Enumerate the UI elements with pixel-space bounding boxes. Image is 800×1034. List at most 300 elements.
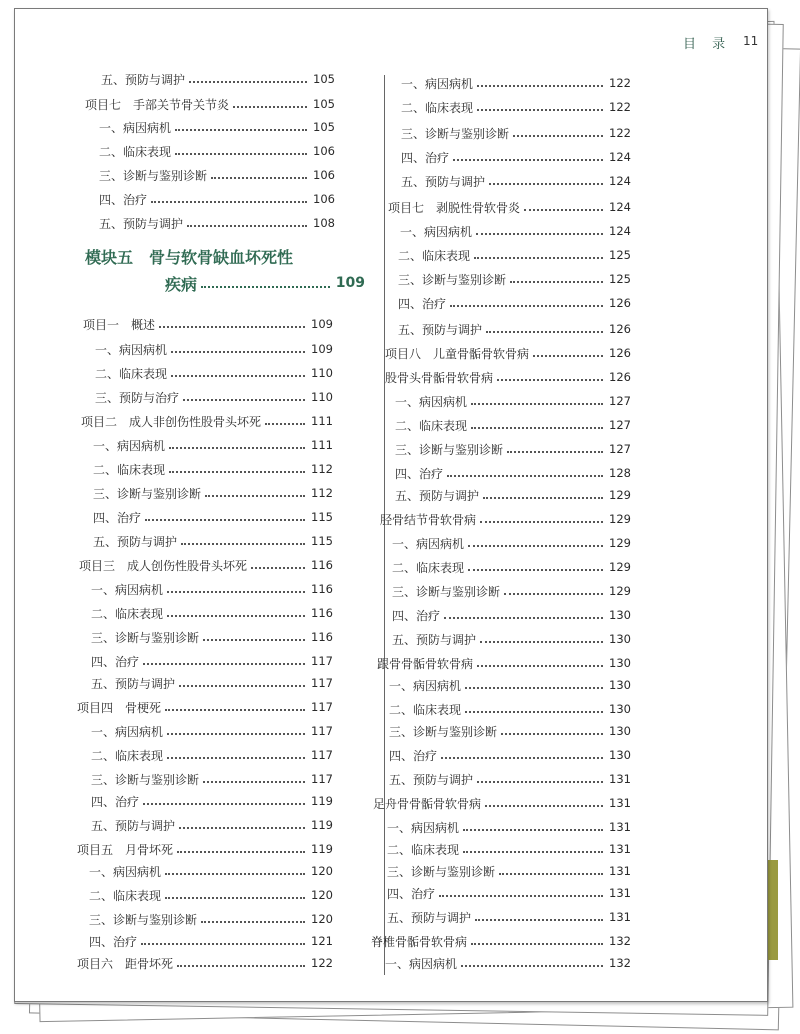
dot-leader bbox=[187, 225, 307, 227]
toc-entry-label: 四、治疗 bbox=[395, 466, 444, 481]
toc-entry-label: 三、诊断与鉴别诊断 bbox=[387, 864, 496, 879]
toc-entry-label: 三、诊断与鉴别诊断 bbox=[401, 126, 510, 141]
toc-entry bbox=[91, 745, 333, 765]
toc-entry-label: 一、病因病机 bbox=[385, 956, 458, 971]
dot-leader bbox=[171, 351, 305, 353]
toc-entry-page: 119 bbox=[311, 794, 333, 808]
toc-entry-page: 116 bbox=[311, 606, 333, 620]
toc-entry-label: 三、预防与治疗 bbox=[95, 390, 180, 405]
toc-entry-page: 112 bbox=[311, 462, 333, 476]
toc-entry-page: 131 bbox=[609, 796, 631, 810]
book-cover-edge bbox=[768, 860, 778, 960]
toc-entry-label: 一、病因病机 bbox=[395, 394, 468, 409]
toc-entry-page: 105 bbox=[313, 97, 335, 111]
toc-entry bbox=[401, 147, 631, 167]
dot-leader bbox=[143, 663, 305, 665]
toc-entry-label: 胫骨结节骨软骨病 bbox=[380, 512, 477, 527]
toc-entry-page: 120 bbox=[311, 864, 333, 878]
toc-entry-page: 124 bbox=[609, 224, 631, 238]
toc-entry-page: 126 bbox=[609, 370, 631, 384]
toc-entry-page: 130 bbox=[609, 656, 631, 670]
toc-entry-page: 117 bbox=[311, 748, 333, 762]
toc-entry bbox=[99, 165, 335, 185]
toc-entry bbox=[395, 391, 631, 411]
toc-entry-page: 127 bbox=[609, 442, 631, 456]
toc-entry-page: 131 bbox=[609, 820, 631, 834]
toc-entry-page: 122 bbox=[609, 126, 631, 140]
toc-entry-page: 122 bbox=[609, 100, 631, 114]
toc-entry-label: 五、预防与调护 bbox=[398, 322, 483, 337]
dot-leader bbox=[480, 521, 603, 523]
toc-entry-page: 109 bbox=[311, 317, 333, 331]
dot-leader bbox=[441, 757, 603, 759]
toc-entry bbox=[77, 953, 333, 973]
toc-entry-page: 122 bbox=[311, 956, 333, 970]
toc-entry bbox=[89, 909, 333, 929]
toc-entry-label: 二、临床表现 bbox=[401, 100, 474, 115]
toc-entry bbox=[387, 817, 631, 837]
toc-entry bbox=[398, 245, 631, 265]
dot-leader bbox=[167, 591, 305, 593]
dot-leader bbox=[465, 711, 603, 713]
toc-entry-page: 119 bbox=[311, 842, 333, 856]
toc-entry-page: 124 bbox=[609, 150, 631, 164]
dot-leader bbox=[179, 685, 305, 687]
toc-entry-label: 一、病因病机 bbox=[401, 76, 474, 91]
dot-leader bbox=[177, 965, 305, 967]
toc-entry-page: 127 bbox=[609, 394, 631, 408]
toc-entry-label: 三、诊断与鉴别诊断 bbox=[89, 912, 198, 927]
toc-entry-page: 111 bbox=[311, 414, 333, 428]
toc-entry bbox=[99, 189, 335, 209]
toc-entry-label: 五、预防与调护 bbox=[387, 910, 472, 925]
toc-entry bbox=[93, 459, 333, 479]
toc-entry-label: 一、病因病机 bbox=[392, 536, 465, 551]
toc-entry-page: 111 bbox=[311, 438, 333, 452]
toc-entry-page: 130 bbox=[609, 724, 631, 738]
dot-leader bbox=[203, 781, 305, 783]
toc-entry bbox=[85, 94, 335, 114]
dot-leader bbox=[499, 873, 603, 875]
dot-leader bbox=[169, 447, 305, 449]
dot-leader bbox=[468, 545, 603, 547]
toc-entry bbox=[77, 697, 333, 717]
toc-entry-page: 125 bbox=[609, 248, 631, 262]
toc-entry-label: 四、治疗 bbox=[389, 748, 438, 763]
dot-leader bbox=[497, 379, 603, 381]
toc-entry-page: 130 bbox=[609, 748, 631, 762]
toc-entry bbox=[95, 339, 333, 359]
toc-entry-label: 一、病因病机 bbox=[400, 224, 473, 239]
toc-entry-page: 124 bbox=[609, 174, 631, 188]
toc-entry-page: 132 bbox=[609, 934, 631, 948]
dot-leader bbox=[145, 519, 305, 521]
dot-leader bbox=[447, 475, 603, 477]
toc-entry bbox=[91, 673, 333, 693]
dot-leader bbox=[461, 965, 603, 967]
toc-entry-label: 五、预防与调护 bbox=[389, 772, 474, 787]
dot-leader bbox=[507, 451, 603, 453]
toc-entry-label: 五、预防与调护 bbox=[395, 488, 480, 503]
dot-leader bbox=[524, 209, 603, 211]
toc-entry-label: 四、治疗 bbox=[89, 934, 138, 949]
toc-entry-page: 112 bbox=[311, 486, 333, 500]
dot-leader bbox=[183, 399, 305, 401]
dot-leader bbox=[475, 919, 603, 921]
toc-entry-page: 131 bbox=[609, 772, 631, 786]
dot-leader bbox=[265, 423, 305, 425]
dot-leader bbox=[175, 129, 307, 131]
toc-entry bbox=[380, 509, 631, 529]
dot-leader bbox=[510, 281, 603, 283]
toc-entry-label: 项目四 骨梗死 bbox=[77, 700, 162, 715]
dot-leader bbox=[450, 305, 603, 307]
toc-entry-page: 132 bbox=[609, 956, 631, 970]
dot-leader bbox=[468, 569, 603, 571]
dot-leader bbox=[167, 733, 305, 735]
toc-entry bbox=[91, 627, 333, 647]
dot-leader bbox=[471, 427, 603, 429]
toc-entry-page: 128 bbox=[609, 466, 631, 480]
dot-leader bbox=[533, 355, 603, 357]
dot-leader bbox=[159, 326, 305, 328]
dot-leader bbox=[453, 159, 603, 161]
dot-leader bbox=[177, 851, 305, 853]
toc-entry bbox=[389, 721, 631, 741]
toc-entry bbox=[99, 213, 335, 233]
dot-leader bbox=[165, 709, 305, 711]
toc-entry-label: 一、病因病机 bbox=[91, 582, 164, 597]
toc-entry-page: 131 bbox=[609, 910, 631, 924]
toc-entry bbox=[83, 314, 333, 334]
toc-entry-label: 二、临床表现 bbox=[89, 888, 162, 903]
toc-entry-label: 一、病因病机 bbox=[89, 864, 162, 879]
toc-entry bbox=[387, 861, 631, 881]
toc-entry-page: 131 bbox=[609, 886, 631, 900]
toc-entry bbox=[387, 907, 631, 927]
toc-entry-label: 三、诊断与鉴别诊断 bbox=[389, 724, 498, 739]
toc-entry-page: 124 bbox=[609, 200, 631, 214]
dot-leader bbox=[151, 201, 307, 203]
toc-entry-label: 项目五 月骨坏死 bbox=[77, 842, 174, 857]
toc-entry-page: 106 bbox=[313, 144, 335, 158]
dot-leader bbox=[463, 851, 603, 853]
toc-entry bbox=[389, 699, 631, 719]
toc-entry bbox=[99, 117, 335, 137]
dot-leader bbox=[165, 873, 305, 875]
dot-leader bbox=[477, 85, 603, 87]
toc-entry-label: 三、诊断与鉴别诊断 bbox=[395, 442, 504, 457]
toc-entry-label: 四、治疗 bbox=[93, 510, 142, 525]
toc-entry-page: 106 bbox=[313, 192, 335, 206]
dot-leader bbox=[167, 757, 305, 759]
toc-entry bbox=[373, 793, 631, 813]
toc-entry bbox=[392, 557, 631, 577]
toc-entry-label: 项目一 概述 bbox=[83, 317, 156, 332]
toc-entry-label: 项目六 距骨坏死 bbox=[77, 956, 174, 971]
toc-entry-label: 五、预防与调护 bbox=[401, 174, 486, 189]
toc-entry bbox=[401, 97, 631, 117]
toc-entry-page: 130 bbox=[609, 608, 631, 622]
module-heading-line2: 疾病 bbox=[165, 274, 198, 294]
dot-leader bbox=[167, 615, 305, 617]
toc-entry bbox=[79, 555, 333, 575]
toc-entry-label: 五、预防与调护 bbox=[392, 632, 477, 647]
toc-entry bbox=[395, 485, 631, 505]
dot-leader bbox=[476, 233, 603, 235]
toc-entry bbox=[385, 953, 631, 973]
toc-entry-page: 117 bbox=[311, 700, 333, 714]
toc-entry-page: 117 bbox=[311, 654, 333, 668]
dot-leader bbox=[471, 943, 603, 945]
dot-leader bbox=[171, 375, 305, 377]
toc-entry-page: 115 bbox=[311, 534, 333, 548]
toc-entry-page: 105 bbox=[313, 120, 335, 134]
toc-entry bbox=[95, 387, 333, 407]
toc-entry-label: 二、临床表现 bbox=[392, 560, 465, 575]
toc-entry bbox=[93, 483, 333, 503]
module-heading: 模块五 骨与软骨缺血坏死性 bbox=[85, 248, 294, 267]
toc-entry bbox=[385, 367, 631, 387]
toc-entry-label: 一、病因病机 bbox=[95, 342, 168, 357]
dot-leader bbox=[504, 593, 603, 595]
toc-entry bbox=[91, 603, 333, 623]
toc-entry-page: 117 bbox=[311, 772, 333, 786]
dot-leader bbox=[480, 641, 603, 643]
toc-entry-page: 127 bbox=[609, 418, 631, 432]
dot-leader bbox=[211, 177, 307, 179]
toc-entry-label: 一、病因病机 bbox=[99, 120, 172, 135]
toc-entry-label: 项目三 成人创伤性股骨头坏死 bbox=[79, 558, 248, 573]
toc-entry bbox=[392, 629, 631, 649]
toc-entry-label: 四、治疗 bbox=[387, 886, 436, 901]
toc-entry-label: 跟骨骨骺骨软骨病 bbox=[377, 656, 474, 671]
toc-entry bbox=[387, 883, 631, 903]
toc-entry-label: 五、预防与调护 bbox=[101, 72, 186, 87]
dot-leader bbox=[175, 153, 307, 155]
dot-leader bbox=[205, 495, 305, 497]
toc-entry bbox=[91, 769, 333, 789]
toc-entry-label: 三、诊断与鉴别诊断 bbox=[91, 630, 200, 645]
toc-entry-page: 122 bbox=[609, 76, 631, 90]
toc-entry bbox=[95, 363, 333, 383]
dot-leader bbox=[169, 471, 305, 473]
toc-entry-page: 116 bbox=[311, 630, 333, 644]
dot-leader bbox=[165, 897, 305, 899]
toc-entry bbox=[81, 411, 333, 431]
toc-entry-label: 五、预防与调护 bbox=[99, 216, 184, 231]
toc-entry-label: 脊椎骨骺骨软骨病 bbox=[371, 934, 468, 949]
toc-entry-page: 109 bbox=[311, 342, 333, 356]
dot-leader bbox=[179, 827, 305, 829]
toc-entry-page: 108 bbox=[313, 216, 335, 230]
toc-entry-page: 117 bbox=[311, 724, 333, 738]
toc-entry-label: 四、治疗 bbox=[398, 296, 447, 311]
running-header-page-number: 11 bbox=[743, 34, 759, 48]
toc-entry bbox=[392, 581, 631, 601]
toc-entry bbox=[91, 579, 333, 599]
toc-entry-page: 126 bbox=[609, 322, 631, 336]
toc-entry bbox=[89, 861, 333, 881]
toc-entry bbox=[392, 605, 631, 625]
toc-entry-page: 121 bbox=[311, 934, 333, 948]
toc-entry-page: 125 bbox=[609, 272, 631, 286]
toc-entry-label: 三、诊断与鉴别诊断 bbox=[91, 772, 200, 787]
toc-entry-label: 三、诊断与鉴别诊断 bbox=[398, 272, 507, 287]
dot-leader bbox=[471, 403, 603, 405]
module-heading-continued bbox=[165, 271, 365, 295]
toc-entry bbox=[398, 319, 631, 339]
toc-entry bbox=[91, 791, 333, 811]
toc-entry-label: 二、临床表现 bbox=[389, 702, 462, 717]
toc-entry-label: 三、诊断与鉴别诊断 bbox=[93, 486, 202, 501]
toc-entry-label: 一、病因病机 bbox=[387, 820, 460, 835]
toc-entry-label: 二、临床表现 bbox=[99, 144, 172, 159]
dot-leader bbox=[444, 617, 603, 619]
toc-entry-label: 项目七 剥脱性骨软骨炎 bbox=[388, 200, 521, 215]
toc-entry-label: 股骨头骨骺骨软骨病 bbox=[385, 370, 494, 385]
toc-entry-page: 120 bbox=[311, 912, 333, 926]
dot-leader bbox=[201, 286, 330, 288]
dot-leader bbox=[477, 781, 603, 783]
toc-entry-label: 项目二 成人非创伤性股骨头坏死 bbox=[81, 414, 262, 429]
toc-entry bbox=[91, 815, 333, 835]
dot-leader bbox=[439, 895, 603, 897]
toc-entry bbox=[371, 931, 631, 951]
toc-entry bbox=[401, 123, 631, 143]
toc-entry-label: 项目七 手部关节骨关节炎 bbox=[85, 97, 230, 112]
toc-entry bbox=[392, 533, 631, 553]
toc-entry bbox=[99, 141, 335, 161]
toc-entry-label: 一、病因病机 bbox=[93, 438, 166, 453]
toc-entry bbox=[398, 293, 631, 313]
toc-entry-page: 120 bbox=[311, 888, 333, 902]
dot-leader bbox=[233, 106, 307, 108]
toc-entry-label: 四、治疗 bbox=[91, 794, 140, 809]
dot-leader bbox=[513, 135, 603, 137]
toc-entry-page: 117 bbox=[311, 676, 333, 690]
dot-leader bbox=[143, 803, 305, 805]
toc-entry-label: 五、预防与调护 bbox=[93, 534, 178, 549]
dot-leader bbox=[141, 943, 305, 945]
toc-entry-label: 项目八 儿童骨骺骨软骨病 bbox=[385, 346, 530, 361]
toc-entry-label: 二、临床表现 bbox=[398, 248, 471, 263]
toc-entry-label: 五、预防与调护 bbox=[91, 818, 176, 833]
toc-entry-page: 129 bbox=[609, 584, 631, 598]
toc-entry-page: 131 bbox=[609, 864, 631, 878]
toc-entry-label: 二、临床表现 bbox=[387, 842, 460, 857]
dot-leader bbox=[486, 331, 603, 333]
toc-entry bbox=[377, 653, 631, 673]
toc-entry bbox=[77, 839, 333, 859]
toc-entry-label: 五、预防与调护 bbox=[91, 676, 176, 691]
toc-entry-label: 一、病因病机 bbox=[91, 724, 164, 739]
toc-entry-label: 四、治疗 bbox=[392, 608, 441, 623]
toc-entry-page: 129 bbox=[609, 536, 631, 550]
toc-entry bbox=[389, 675, 631, 695]
toc-entry bbox=[93, 531, 333, 551]
toc-entry-label: 三、诊断与鉴别诊断 bbox=[392, 584, 501, 599]
toc-entry-label: 二、临床表现 bbox=[91, 748, 164, 763]
toc-entry bbox=[401, 171, 631, 191]
toc-entry bbox=[93, 435, 333, 455]
toc-entry-page: 110 bbox=[311, 390, 333, 404]
toc-entry-page: 129 bbox=[609, 488, 631, 502]
dot-leader bbox=[489, 183, 603, 185]
toc-entry-page: 115 bbox=[311, 510, 333, 524]
toc-entry-page: 106 bbox=[313, 168, 335, 182]
toc-entry-label: 二、临床表现 bbox=[395, 418, 468, 433]
toc-entry bbox=[89, 931, 333, 951]
toc-entry bbox=[389, 745, 631, 765]
toc-entry-page: 129 bbox=[609, 560, 631, 574]
toc-entry-label: 二、临床表现 bbox=[95, 366, 168, 381]
toc-entry bbox=[400, 221, 631, 241]
toc-entry bbox=[395, 463, 631, 483]
toc-entry-label: 一、病因病机 bbox=[389, 678, 462, 693]
toc-entry bbox=[398, 269, 631, 289]
toc-entry-page: 116 bbox=[311, 582, 333, 596]
toc-entry-label: 四、治疗 bbox=[401, 150, 450, 165]
toc-entry bbox=[91, 651, 333, 671]
dot-leader bbox=[181, 543, 305, 545]
running-header-title: 目 录 bbox=[683, 37, 732, 52]
dot-leader bbox=[501, 733, 603, 735]
toc-entry-page: 126 bbox=[609, 346, 631, 360]
dot-leader bbox=[477, 665, 603, 667]
toc-page bbox=[14, 8, 768, 1002]
toc-entry bbox=[389, 769, 631, 789]
dot-leader bbox=[463, 829, 603, 831]
toc-entry-page: 131 bbox=[609, 842, 631, 856]
toc-entry bbox=[89, 885, 333, 905]
toc-entry bbox=[395, 439, 631, 459]
toc-entry-page: 129 bbox=[609, 512, 631, 526]
toc-entry bbox=[101, 69, 335, 89]
toc-entry bbox=[388, 197, 631, 217]
dot-leader bbox=[483, 497, 603, 499]
toc-entry-label: 三、诊断与鉴别诊断 bbox=[99, 168, 208, 183]
toc-entry-label: 四、治疗 bbox=[91, 654, 140, 669]
toc-entry bbox=[401, 73, 631, 93]
dot-leader bbox=[477, 109, 603, 111]
toc-entry bbox=[387, 839, 631, 859]
toc-entry-page: 126 bbox=[609, 296, 631, 310]
toc-entry-page: 105 bbox=[313, 72, 335, 86]
toc-entry-label: 四、治疗 bbox=[99, 192, 148, 207]
toc-entry bbox=[91, 721, 333, 741]
toc-entry bbox=[93, 507, 333, 527]
toc-entry bbox=[395, 415, 631, 435]
dot-leader bbox=[485, 805, 603, 807]
toc-entry-page: 119 bbox=[311, 818, 333, 832]
toc-entry-page: 130 bbox=[609, 702, 631, 716]
toc-entry-page: 116 bbox=[311, 558, 333, 572]
toc-entry-label: 二、临床表现 bbox=[93, 462, 166, 477]
toc-entry-label: 二、临床表现 bbox=[91, 606, 164, 621]
dot-leader bbox=[201, 921, 305, 923]
dot-leader bbox=[465, 687, 603, 689]
dot-leader bbox=[251, 567, 305, 569]
module-page-number: 109 bbox=[335, 275, 365, 291]
dot-leader bbox=[203, 639, 305, 641]
toc-entry-label: 足舟骨骨骺骨软骨病 bbox=[373, 796, 482, 811]
toc-entry-page: 130 bbox=[609, 678, 631, 692]
dot-leader bbox=[474, 257, 603, 259]
toc-entry-page: 110 bbox=[311, 366, 333, 380]
dot-leader bbox=[189, 81, 307, 83]
toc-entry-page: 130 bbox=[609, 632, 631, 646]
